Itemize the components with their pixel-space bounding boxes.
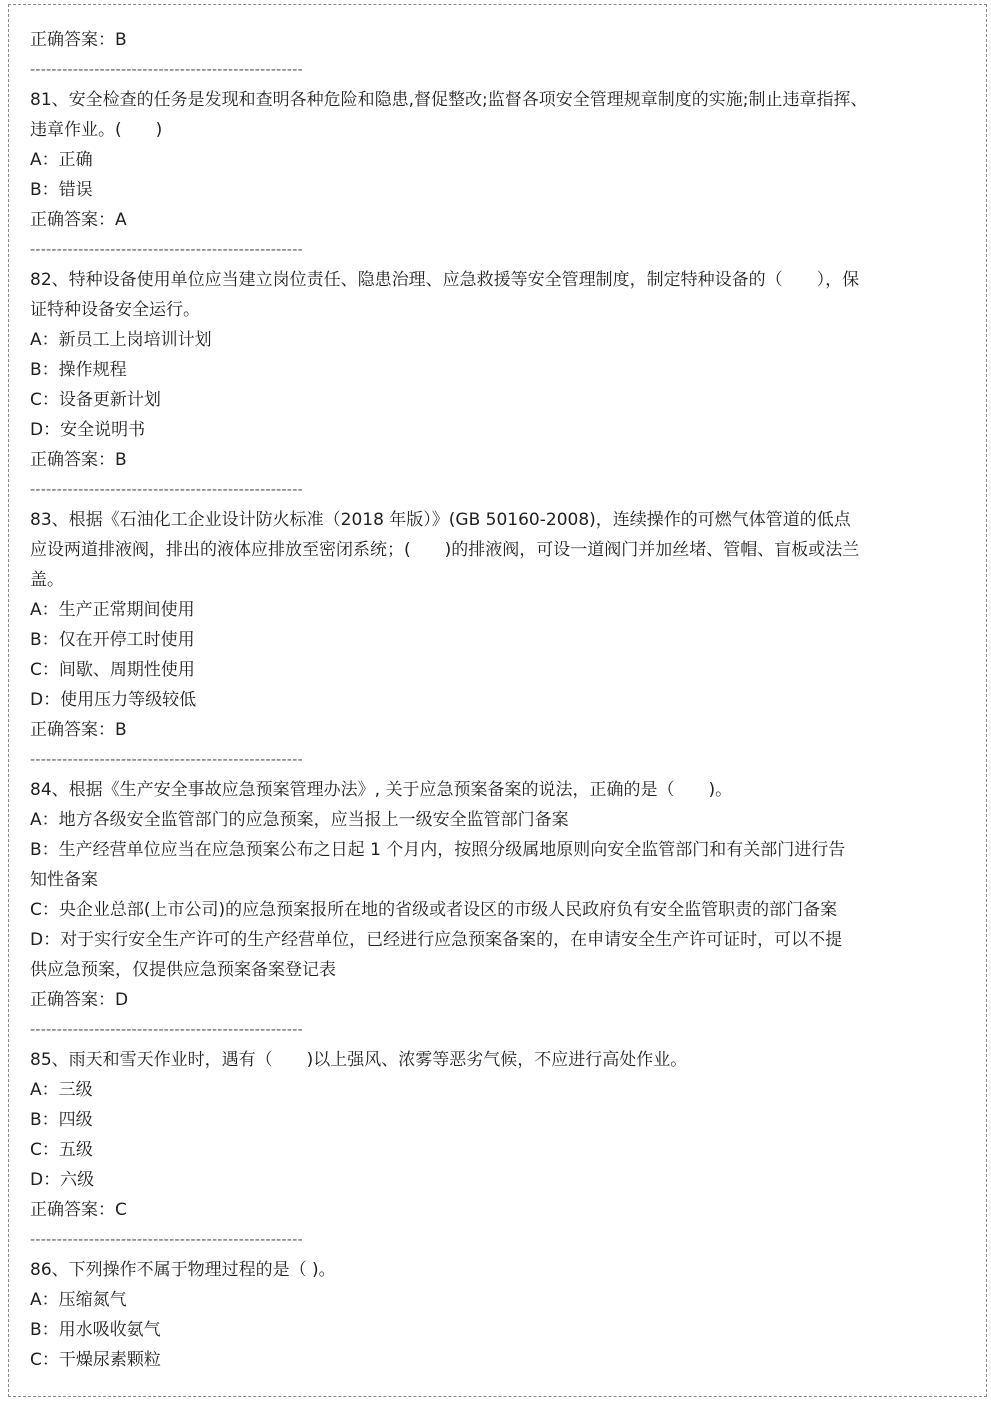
option-c: C：干燥尿素颗粒 [30, 1350, 161, 1370]
question-text: 84、根据《生产安全事故应急预案管理办法》, 关于应急预案备案的说法，正确的是（ )。 [30, 780, 733, 800]
question-82 [30, 265, 890, 475]
option-b: B：四级 [30, 1110, 93, 1130]
option-a: A：新员工上岗培训计划 [30, 330, 212, 350]
option-b: B：错误 [30, 180, 93, 200]
question-84 [30, 775, 890, 1015]
separator: --------------------------------------------------- [30, 1022, 303, 1038]
question-text: 85、雨天和雪天作业时，遇有（ )以上强风、浓雾等恶劣气候，不应进行高处作业。 [30, 1050, 688, 1070]
separator: --------------------------------------------------- [30, 1232, 303, 1248]
question-text: 应设两道排液阀，排出的液体应排放至密闭系统；( )的排液阀，可设一道阀门并加丝堵、管帽、盲板或法兰 [30, 540, 860, 560]
option-c: C：央企业总部(上市公司)的应急预案报所在地的省级或者设区的市级人民政府负有安全监管职责的部门备案 [30, 900, 838, 920]
separator: --------------------------------------------------- [30, 482, 303, 498]
option-a: A：正确 [30, 150, 93, 170]
option-c: C：间歇、周期性使用 [30, 660, 195, 680]
separator: --------------------------------------------------- [30, 62, 303, 78]
option-c: C：设备更新计划 [30, 390, 161, 410]
question-83 [30, 505, 890, 745]
option-d: D：六级 [30, 1170, 95, 1190]
separator: --------------------------------------------------- [30, 752, 303, 768]
option-a: A：地方各级安全监管部门的应急预案，应当报上一级安全监管部门备案 [30, 810, 569, 830]
option-a: A：三级 [30, 1080, 93, 1100]
option-c: C：五级 [30, 1140, 93, 1160]
option-d-continued: 供应急预案，仅提供应急预案备案登记表 [30, 960, 336, 980]
option-b: B：生产经营单位应当在应急预案公布之日起 1 个月内，按照分级属地原则向安全监管部门和有关部门进行告 [30, 840, 846, 860]
answer-line: 正确答案：D [30, 990, 129, 1010]
answer-line: 正确答案：B [30, 30, 127, 50]
answer-line: 正确答案：B [30, 450, 127, 470]
answer-line: 正确答案：B [30, 720, 127, 740]
option-d: D：使用压力等级较低 [30, 690, 197, 710]
option-b: B：操作规程 [30, 360, 127, 380]
question-text: 81、安全检查的任务是发现和查明各种危险和隐患,督促整改;监督各项安全管理规章制度的实施;制止违章指挥、 [30, 90, 868, 110]
question-81 [30, 85, 890, 235]
question-text: 82、特种设备使用单位应当建立岗位责任、隐患治理、应急救援等安全管理制度，制定特种设备的（ ），保 [30, 270, 860, 290]
question-list [30, 25, 890, 1375]
question-text: 83、根据《石油化工企业设计防火标准（2018 年版）》(GB 50160-2008)，连续操作的可燃气体管道的低点 [30, 510, 851, 530]
answer-line: 正确答案：A [30, 210, 127, 230]
option-a: A：压缩氮气 [30, 1290, 127, 1310]
option-b: B：仅在开停工时使用 [30, 630, 195, 650]
answer-line: 正确答案：C [30, 1200, 127, 1220]
option-b: B：用水吸收氨气 [30, 1320, 161, 1340]
option-a: A：生产正常期间使用 [30, 600, 195, 620]
question-text: 违章作业。( ) [30, 120, 163, 140]
question-85 [30, 1045, 890, 1225]
option-d: D：对于实行安全生产许可的生产经营单位，已经进行应急预案备案的，在申请安全生产许可证时，可以不提 [30, 930, 843, 950]
option-d: D：安全说明书 [30, 420, 146, 440]
question-text: 86、下列操作不属于物理过程的是（ )。 [30, 1260, 336, 1280]
question-text: 盖。 [30, 570, 64, 590]
question-86 [30, 1255, 890, 1375]
separator: --------------------------------------------------- [30, 242, 303, 258]
question-text: 证特种设备安全运行。 [30, 300, 200, 320]
option-b-continued: 知性备案 [30, 870, 98, 890]
